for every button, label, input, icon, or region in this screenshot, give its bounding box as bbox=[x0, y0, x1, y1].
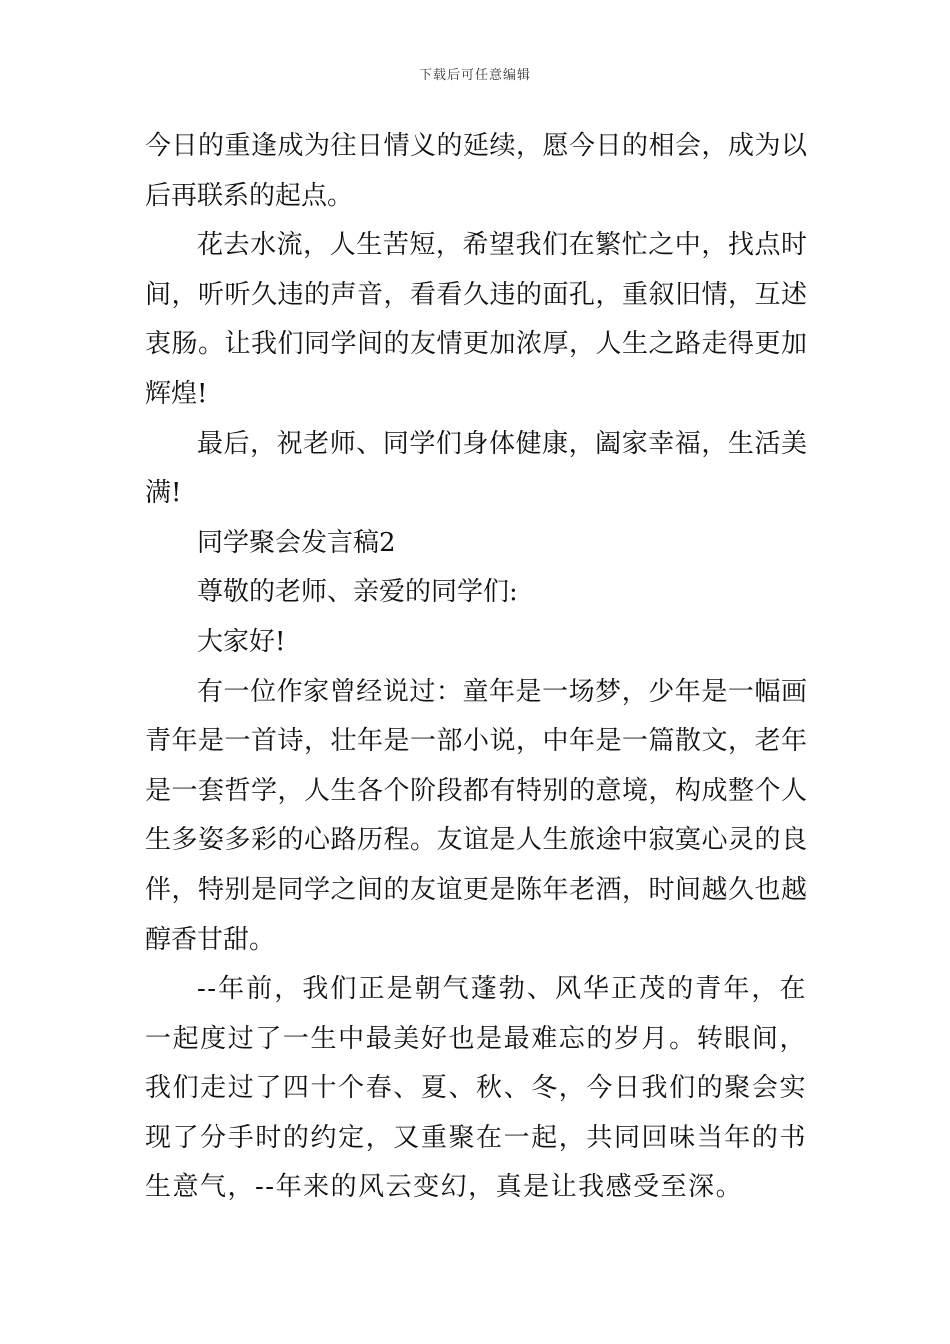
salutation: 尊敬的老师、亲爱的同学们: bbox=[197, 577, 518, 608]
greeting: 大家好! bbox=[197, 626, 286, 657]
paragraph-reunion-continuation: 今日的重逢成为往日情义的延续，愿今日的相会，成为以后再联系的起点。 bbox=[145, 131, 807, 211]
paragraph-life-is-short: 花去水流，人生苦短，希望我们在繁忙之中，找点时间，听听久违的声音，看看久违的面孔，重叙旧情，互述衷肠。让我们同学间的友情更加浓厚，人生之路走得更加辉煌! bbox=[145, 230, 807, 409]
paragraph-writer-quote: 有一位作家曾经说过：童年是一场梦，少年是一幅画青年是一首诗，壮年是一部小说，中年是一篇散文，老年是一套哲学，人生各个阶段都有特别的意境，构成整个人生多姿多彩的心路历程。友谊是人生旅途中寂寞心灵的良伴，特别是同学之间的友谊更是陈年老酒，时间越久也越醇香甘甜。 bbox=[145, 676, 807, 955]
paragraph-closing-wishes: 最后，祝老师、同学们身体健康，阖家幸福，生活美满! bbox=[145, 428, 807, 509]
page-header-note: 下载后可任意编辑 bbox=[418, 68, 531, 83]
document-body bbox=[145, 122, 807, 1213]
paragraph-years-ago: --年前，我们正是朝气蓬勃、风华正茂的青年，在一起度过了一生中最美好也是最难忘的岁月。转眼间，我们走过了四十个春、夏、秋、冬，今日我们的聚会实现了分手时的约定，又重聚在一起，共同回味当年的书生意气，--年来的风云变幻，真是让我感受至深。 bbox=[145, 974, 807, 1203]
speech-2-title: 同学聚会发言稿2 bbox=[197, 527, 396, 558]
